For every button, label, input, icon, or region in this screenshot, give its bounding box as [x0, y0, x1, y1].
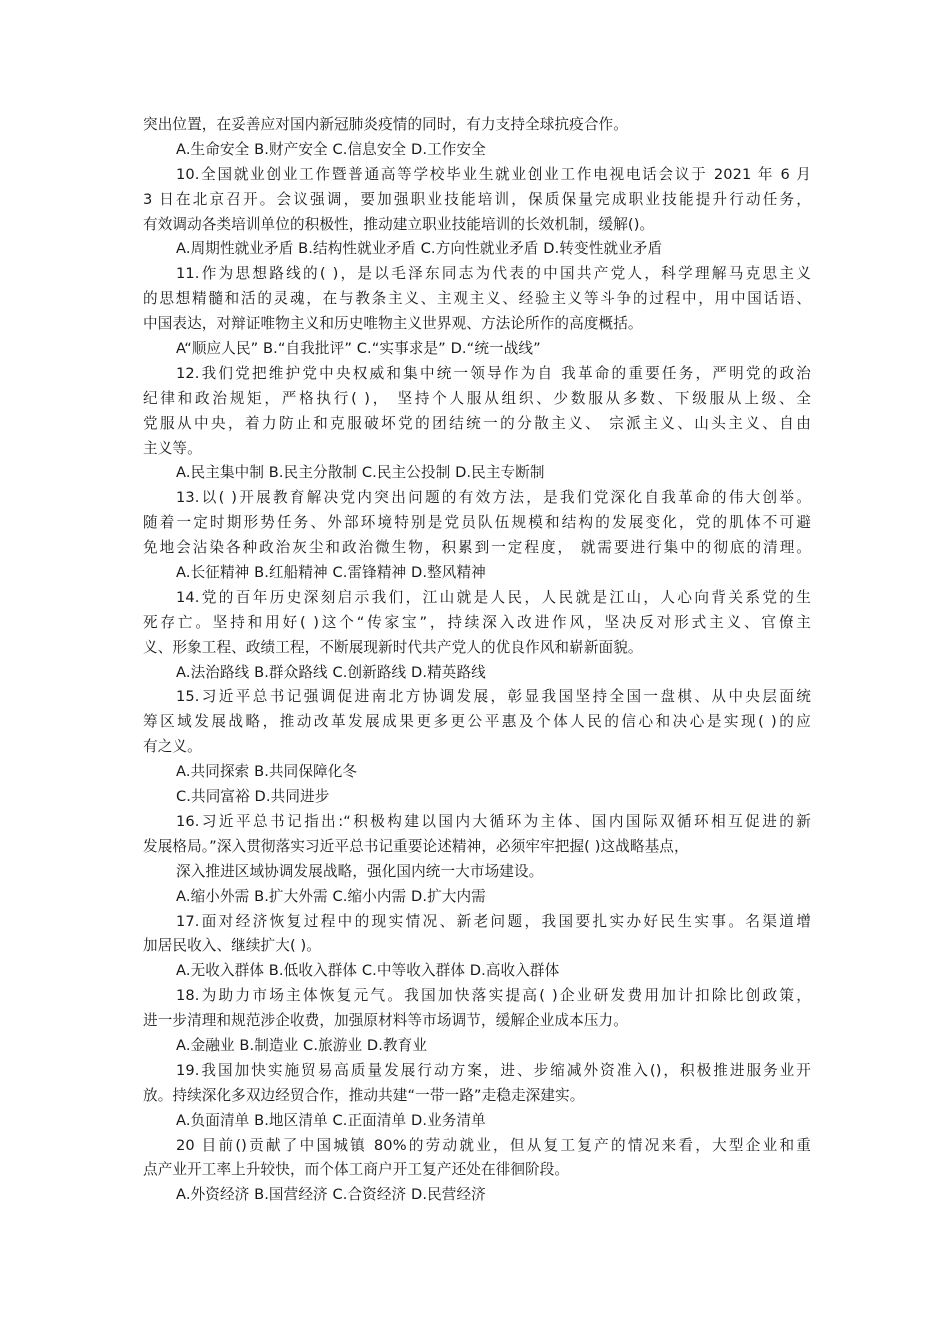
- text-line: 死存亡。坚持和用好( )这个“传家宝”，持续深入改进作风，坚决反对形式主义、官僚主: [143, 613, 811, 631]
- text-line: 16.习近平总书记指出:“积极构建以国内大循环为主体、国内国际双循环相互促进的新: [176, 812, 811, 830]
- text-line: 主义等。: [143, 439, 202, 457]
- text-line: 14.党的百年历史深刻启示我们，江山就是人民，人民就是江山，人心向背关系党的生: [176, 588, 811, 606]
- text-line: 12.我们党把维护党中央权威和集中统一领导作为自 我革命的重要任务，严明党的政治: [176, 364, 811, 382]
- text-line: A.外资经济 B.国营经济 C.合资经济 D.民营经济: [176, 1186, 486, 1204]
- text-line: A.缩小外需 B.扩大外需 C.缩小内需 D.扩大内需: [176, 887, 486, 905]
- text-line: 纪律和政治规矩，严格执行( )， 坚持个人服从组织、少数服从多数、下级服从上级、全: [143, 389, 811, 407]
- text-line: 中国表达，对辩证唯物主义和历史唯物主义世界观、方法论所作的高度概括。: [143, 315, 643, 333]
- text-line: 3 日在北京召开。会议强调，要加强职业技能培训，保质保量完成职业技能提升行动任务，: [143, 190, 811, 208]
- text-line: 20 目前()贡献了中国城镇 80%的劳动就业，但从复工复产的情况来看，大型企业和重: [176, 1136, 811, 1154]
- text-line: 发展格局。”深入贯彻落实习近平总书记重要论述精神，必须牢牢把握( )这战略基点，: [143, 837, 689, 855]
- text-line: 筹区域发展战略，推动改革发展成果更多更公平惠及个体人民的信心和决心是实现( )的应: [143, 713, 811, 731]
- text-line: 的思想精髓和活的灵魂，在与教条主义、主观主义、经验主义等斗争的过程中，用中国话语、: [143, 290, 811, 308]
- text-line: A.民主集中制 B.民主分散制 C.民主公投制 D.民主专断制: [176, 464, 545, 482]
- text-line: A.金融业 B.制造业 C.旅游业 D.教育业: [176, 1036, 428, 1054]
- text-line: A.法治路线 B.群众路线 C.创新路线 D.精英路线: [176, 663, 486, 681]
- text-line: A.负面清单 B.地区清单 C.正面清单 D.业务清单: [176, 1111, 486, 1129]
- text-line: 19.我国加快实施贸易高质量发展行动方案，进、步缩减外资准入()，积极推进服务业开: [176, 1061, 811, 1079]
- text-line: 17.面对经济恢复过程中的现实情况、新老问题，我国要扎实办好民生实事。名渠道增: [176, 912, 811, 930]
- text-line: 点产业开工率上升较快，而个体工商户开工复产还处在徘徊阶段。: [143, 1161, 570, 1179]
- document-body: [143, 113, 811, 1208]
- text-line: 义、形象工程、政绩工程，不断展现新时代共产党人的优良作风和崭新面貌。: [143, 638, 643, 656]
- text-line: A“顺应人民” B.“自我批评” C.“实事求是” D.“统一战线”: [176, 340, 541, 358]
- text-line: A.生命安全 B.财产安全 C.信息安全 D.工作安全: [176, 140, 486, 158]
- text-line: C.共同富裕 D.共同进步: [176, 788, 330, 806]
- text-line: A.长征精神 B.红船精神 C.雷锋精神 D.整风精神: [176, 564, 486, 582]
- text-line: 有之义。: [143, 738, 202, 756]
- text-line: 党服从中央，着力防止和克服破坏党的团结统一的分散主义、 宗派主义、山头主义、自由: [143, 414, 811, 432]
- text-line: 13.以( )开展教育解决党内突出问题的有效方法，是我们党深化自我革命的伟大创举。: [176, 489, 811, 507]
- text-line: A.共同探索 B.共同保障化冬: [176, 763, 358, 781]
- text-line: 免地会沾染各种政治灰尘和政治微生物，积累到一定程度， 就需要进行集中的彻底的清理。: [143, 539, 811, 557]
- text-line: 进一步清理和规范涉企收费，加强原材料等市场调节，缓解企业成本压力。: [143, 1012, 628, 1030]
- text-line: 有效调动各类培训单位的积极性，推动建立职业技能培训的长效机制，缓解()。: [143, 215, 655, 233]
- text-line: 加居民收入、继续扩大( )。: [143, 937, 321, 955]
- text-line: 放。持续深化多双边经贸合作，推动共建“一带一路”走稳走深建实。: [143, 1086, 585, 1104]
- text-line: 11.作为思想路线的( )，是以毛泽东同志为代表的中国共产党人，科学理解马克思主义: [176, 265, 811, 283]
- text-line: 18.为助力市场主体恢复元气。我国加快落实提高( )企业研发费用加计扣除比创政策，: [176, 987, 811, 1005]
- text-line: A.周期性就业矛盾 B.结构性就业矛盾 C.方向性就业矛盾 D.转变性就业矛盾: [176, 240, 663, 258]
- text-line: 突出位置，在妥善应对国内新冠肺炎疫情的同时，有力支持全球抗疫合作。: [143, 116, 628, 133]
- text-line: A.无收入群体 B.低收入群体 C.中等收入群体 D.高收入群体: [176, 962, 560, 980]
- text-line: 深入推进区域协调发展战略，强化国内统一大市场建设。: [176, 862, 544, 880]
- text-line: 15.习近平总书记强调促进南北方协调发展，彰显我国坚持全国一盘棋、从中央层面统: [176, 688, 811, 706]
- text-line: 10.全国就业创业工作暨普通高等学校毕业生就业创业工作电视电话会议于 2021 年 6 月: [176, 165, 811, 183]
- text-line: 随着一定时期形势任务、外部环境特别是党员队伍规模和结构的发展变化，党的肌体不可避: [143, 514, 811, 532]
